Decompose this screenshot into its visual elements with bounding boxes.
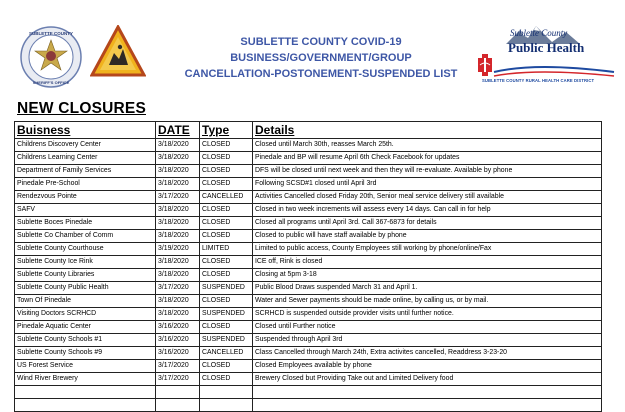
cell-type: CLOSED: [200, 295, 253, 308]
cell-type: CANCELLED: [200, 191, 253, 204]
table-row: [15, 282, 602, 295]
column-header-details: Details: [253, 122, 602, 139]
cell-date: 3/17/2020: [156, 191, 200, 204]
cell-date: 3/17/2020: [156, 373, 200, 386]
cell-date: 3/18/2020: [156, 165, 200, 178]
cell-date: 3/18/2020: [156, 308, 200, 321]
table-row: [15, 204, 602, 217]
cell-business: [15, 399, 156, 412]
cell-type: CLOSED: [200, 204, 253, 217]
cell-details: Class Cancelled through March 24th, Extra activites cancelled, Readdress 3-23-20: [253, 347, 602, 360]
cell-type: LIMITED: [200, 243, 253, 256]
closures-table: [14, 121, 602, 412]
cell-type: CANCELLED: [200, 347, 253, 360]
cell-business: Sublette County Public Health: [15, 282, 156, 295]
cell-business: Childrens Discovery Center: [15, 139, 156, 152]
section-title: NEW CLOSURES: [17, 100, 146, 117]
emergency-management-logo: [90, 25, 146, 77]
cell-details: Following SCSD#1 closed until April 3rd: [253, 178, 602, 191]
cell-details: ICE off, Rink is closed: [253, 256, 602, 269]
cell-date: 3/18/2020: [156, 256, 200, 269]
cell-details: Closed until Further notice: [253, 321, 602, 334]
cell-date: 3/18/2020: [156, 204, 200, 217]
sheriff-seal-logo: [20, 26, 82, 88]
table-row: [15, 399, 602, 412]
cell-business: Town Of Pinedale: [15, 295, 156, 308]
title-line: CANCELLATION-POSTONEMENT-SUSPENDED LIST: [184, 68, 458, 80]
table-row: [15, 269, 602, 282]
cell-type: SUSPENDED: [200, 334, 253, 347]
cell-details: Pinedale and BP will resume April 6th Check Facebook for updates: [253, 152, 602, 165]
column-header-business: Buisness: [15, 122, 156, 139]
cell-date: [156, 399, 200, 412]
table-body: [15, 139, 602, 412]
cell-business: Sublette County Schools #1: [15, 334, 156, 347]
cell-details: Limited to public access, County Employees still working by phone/online/Fax: [253, 243, 602, 256]
cell-date: 3/18/2020: [156, 178, 200, 191]
cell-type: CLOSED: [200, 230, 253, 243]
cell-type: CLOSED: [200, 321, 253, 334]
cell-type: SUSPENDED: [200, 282, 253, 295]
table-row: [15, 152, 602, 165]
cell-date: 3/17/2020: [156, 282, 200, 295]
cell-date: [156, 386, 200, 399]
title-line: BUSINESS/GOVERNMENT/GROUP: [230, 52, 412, 64]
cell-business: Wind River Brewery: [15, 373, 156, 386]
cell-type: [200, 386, 253, 399]
cell-date: 3/16/2020: [156, 334, 200, 347]
cell-business: Sublette County Ice Rink: [15, 256, 156, 269]
cell-type: [200, 399, 253, 412]
cell-date: 3/18/2020: [156, 139, 200, 152]
cell-details: Suspended through April 3rd: [253, 334, 602, 347]
table-row: [15, 347, 602, 360]
cell-type: CLOSED: [200, 217, 253, 230]
cell-type: SUSPENDED: [200, 308, 253, 321]
cell-date: 3/17/2020: [156, 360, 200, 373]
cell-business: [15, 386, 156, 399]
cell-business: Childrens Learning Center: [15, 152, 156, 165]
cell-type: CLOSED: [200, 360, 253, 373]
cell-date: 3/18/2020: [156, 230, 200, 243]
svg-text:SHERIFF'S OFFICE: SHERIFF'S OFFICE: [32, 80, 70, 85]
cell-date: 3/16/2020: [156, 321, 200, 334]
public-health-subtitle: SUBLETTE COUNTY RURAL HEALTH CARE DISTRICT: [482, 78, 595, 83]
cell-date: 3/18/2020: [156, 269, 200, 282]
cell-business: Sublette County Schools #9: [15, 347, 156, 360]
cell-details: [253, 386, 602, 399]
table-row: [15, 295, 602, 308]
cell-details: Activities Cancelled closed Friday 20th, Senior meal service delivery still available: [253, 191, 602, 204]
title-line: SUBLETTE COUNTY COVID-19: [240, 36, 402, 48]
cell-date: 3/18/2020: [156, 152, 200, 165]
table-row: [15, 139, 602, 152]
table-row: [15, 308, 602, 321]
table-row: [15, 165, 602, 178]
page-header: [0, 0, 625, 95]
cell-type: CLOSED: [200, 269, 253, 282]
cell-details: Closed in two week increments will assess every 14 days. Can call in for help: [253, 204, 602, 217]
cell-business: Pinedale Aquatic Center: [15, 321, 156, 334]
cell-details: [253, 399, 602, 412]
cell-date: 3/18/2020: [156, 217, 200, 230]
cell-type: CLOSED: [200, 373, 253, 386]
table-row: [15, 256, 602, 269]
table-row: [15, 191, 602, 204]
cell-business: Rendezvous Pointe: [15, 191, 156, 204]
cell-date: 3/19/2020: [156, 243, 200, 256]
public-health-county: Sublette County: [510, 28, 568, 38]
cell-business: Pinedale Pre-School: [15, 178, 156, 191]
table-row: [15, 178, 602, 191]
cell-details: Closed Employees available by phone: [253, 360, 602, 373]
table-row: [15, 243, 602, 256]
table-row: [15, 217, 602, 230]
cell-details: Closing at 5pm 3-18: [253, 269, 602, 282]
table-row: [15, 321, 602, 334]
cell-details: Brewery Closed but Providing Take out and Limited Delivery food: [253, 373, 602, 386]
cell-date: 3/18/2020: [156, 295, 200, 308]
cell-details: Closed until March 30th, reasses March 25th.: [253, 139, 602, 152]
cell-details: Closed to public will have staff available by phone: [253, 230, 602, 243]
column-header-date: DATE: [156, 122, 200, 139]
svg-text:SUBLETTE COUNTY: SUBLETTE COUNTY: [28, 31, 74, 36]
cell-business: Sublette Co Chamber of Comm: [15, 230, 156, 243]
cell-details: Closed all programs until April 3rd. Call 367-6873 for details: [253, 217, 602, 230]
table-row: [15, 360, 602, 373]
cell-business: SAFV: [15, 204, 156, 217]
cell-type: CLOSED: [200, 256, 253, 269]
cell-type: CLOSED: [200, 139, 253, 152]
public-health-name: Public Health: [508, 40, 585, 55]
column-header-type: Type: [200, 122, 253, 139]
cell-type: CLOSED: [200, 165, 253, 178]
cell-details: Water and Sewer payments should be made online, by calling us, or by mail.: [253, 295, 602, 308]
cell-type: CLOSED: [200, 178, 253, 191]
cell-details: DFS will be closed until next week and then they will re-evaluate. Available by phone: [253, 165, 602, 178]
cell-details: SCRHCD is suspended outside provider visits until further notice.: [253, 308, 602, 321]
table-row: [15, 334, 602, 347]
cell-business: Department of Family Services: [15, 165, 156, 178]
table-row: [15, 386, 602, 399]
cell-type: CLOSED: [200, 152, 253, 165]
document-title: [176, 34, 466, 82]
cell-date: 3/16/2020: [156, 347, 200, 360]
cell-business: US Forest Service: [15, 360, 156, 373]
table-row: [15, 230, 602, 243]
cell-business: Sublette Boces Pinedale: [15, 217, 156, 230]
cell-details: Public Blood Draws suspended March 31 and April 1.: [253, 282, 602, 295]
cell-business: Sublette County Courthouse: [15, 243, 156, 256]
cell-business: Sublette County Libraries: [15, 269, 156, 282]
table-row: [15, 373, 602, 386]
cell-business: Visiting Doctors SCRHCD: [15, 308, 156, 321]
table-header-row: [15, 122, 602, 139]
